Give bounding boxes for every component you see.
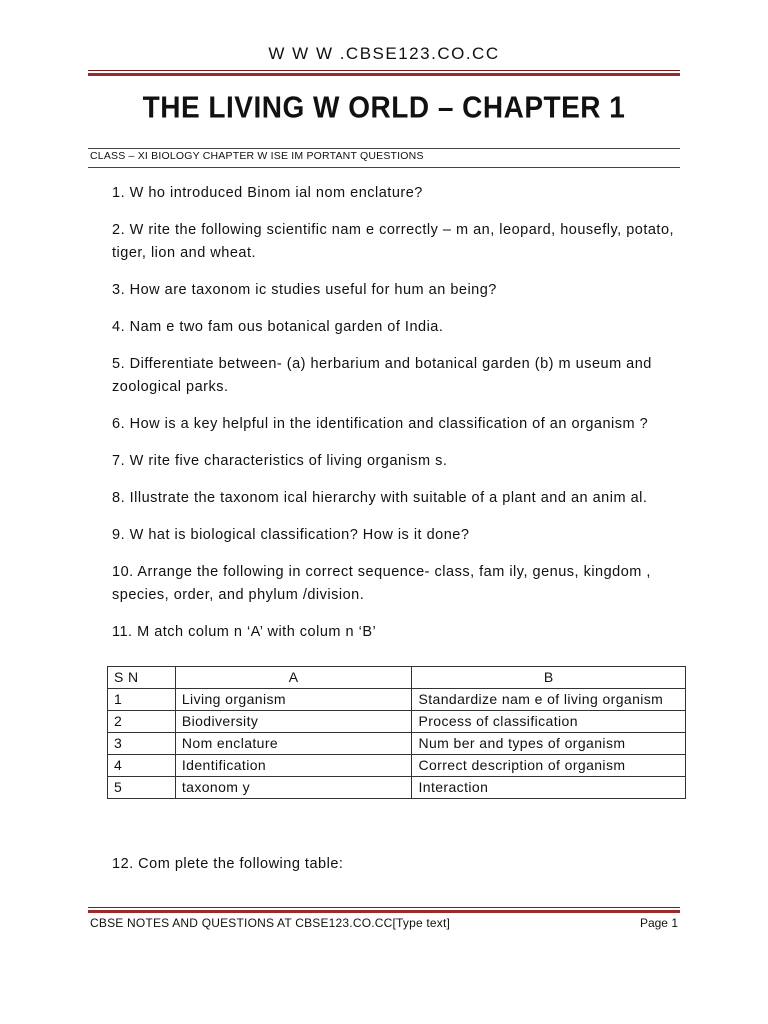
question-5: 5. Differentiate between- (a) herbarium and botanical garden (b) m useum and zoological parks. bbox=[112, 356, 652, 395]
subtitle-top-rule bbox=[88, 148, 680, 149]
cell-b: Standardize nam e of living organism bbox=[412, 689, 686, 711]
site-header: W W W .CBSE123.CO.CC bbox=[268, 44, 500, 63]
question-2: 2. W rite the following scientific nam e correctly – m an, leopard, housefly, potato, tiger, lion and wheat. bbox=[112, 222, 675, 261]
footer-divider bbox=[88, 907, 680, 913]
table-row bbox=[108, 755, 686, 777]
cell-a: Biodiversity bbox=[175, 711, 412, 733]
table-row bbox=[108, 711, 686, 733]
header-divider bbox=[88, 70, 680, 76]
header-sn: S N bbox=[108, 667, 176, 689]
table-row bbox=[108, 689, 686, 711]
cell-b: Correct description of organism bbox=[412, 755, 686, 777]
table-row bbox=[108, 777, 686, 799]
cell-sn: 5 bbox=[108, 777, 176, 799]
header-a: A bbox=[175, 667, 412, 689]
cell-a: taxonom y bbox=[175, 777, 412, 799]
cell-a: Nom enclature bbox=[175, 733, 412, 755]
question-list bbox=[112, 182, 682, 658]
question-12: 12. Com plete the following table: bbox=[112, 856, 344, 872]
cell-sn: 2 bbox=[108, 711, 176, 733]
subtitle-bottom-rule bbox=[88, 167, 680, 168]
question-6: 6. How is a key helpful in the identification and classification of an organism ? bbox=[112, 416, 649, 432]
cell-a: Identification bbox=[175, 755, 412, 777]
question-3: 3. How are taxonom ic studies useful for hum an being? bbox=[112, 282, 497, 298]
cell-sn: 3 bbox=[108, 733, 176, 755]
cell-sn: 4 bbox=[108, 755, 176, 777]
question-1: 1. W ho introduced Binom ial nom enclature? bbox=[112, 185, 423, 201]
question-10: 10. Arrange the following in correct sequence- class, fam ily, genus, kingdom , species, order, and phylum /division. bbox=[112, 564, 651, 603]
table-header-row bbox=[108, 667, 686, 689]
question-9: 9. W hat is biological classification? How is it done? bbox=[112, 527, 470, 543]
footer-text: CBSE NOTES AND QUESTIONS AT CBSE123.CO.CC[Type text] bbox=[90, 916, 451, 930]
question-4: 4. Nam e two fam ous botanical garden of India. bbox=[112, 319, 444, 335]
table-row bbox=[108, 733, 686, 755]
question-8: 8. Illustrate the taxonom ical hierarchy with suitable of a plant and an anim al. bbox=[112, 490, 648, 506]
page-subtitle: CLASS – XI BIOLOGY CHAPTER W ISE IM PORTANT QUESTIONS bbox=[90, 150, 424, 162]
question-11: 11. M atch colum n ‘A’ with colum n ‘B’ bbox=[112, 624, 377, 640]
cell-b: Num ber and types of organism bbox=[412, 733, 686, 755]
header-b: B bbox=[412, 667, 686, 689]
page-number: Page 1 bbox=[639, 916, 678, 930]
cell-a: Living organism bbox=[175, 689, 412, 711]
question-7: 7. W rite five characteristics of living organism s. bbox=[112, 453, 448, 469]
page-title: THE LIVING W ORLD – CHAPTER 1 bbox=[142, 90, 626, 125]
cell-b: Interaction bbox=[412, 777, 686, 799]
match-table bbox=[107, 666, 686, 799]
cell-b: Process of classification bbox=[412, 711, 686, 733]
cell-sn: 1 bbox=[108, 689, 176, 711]
